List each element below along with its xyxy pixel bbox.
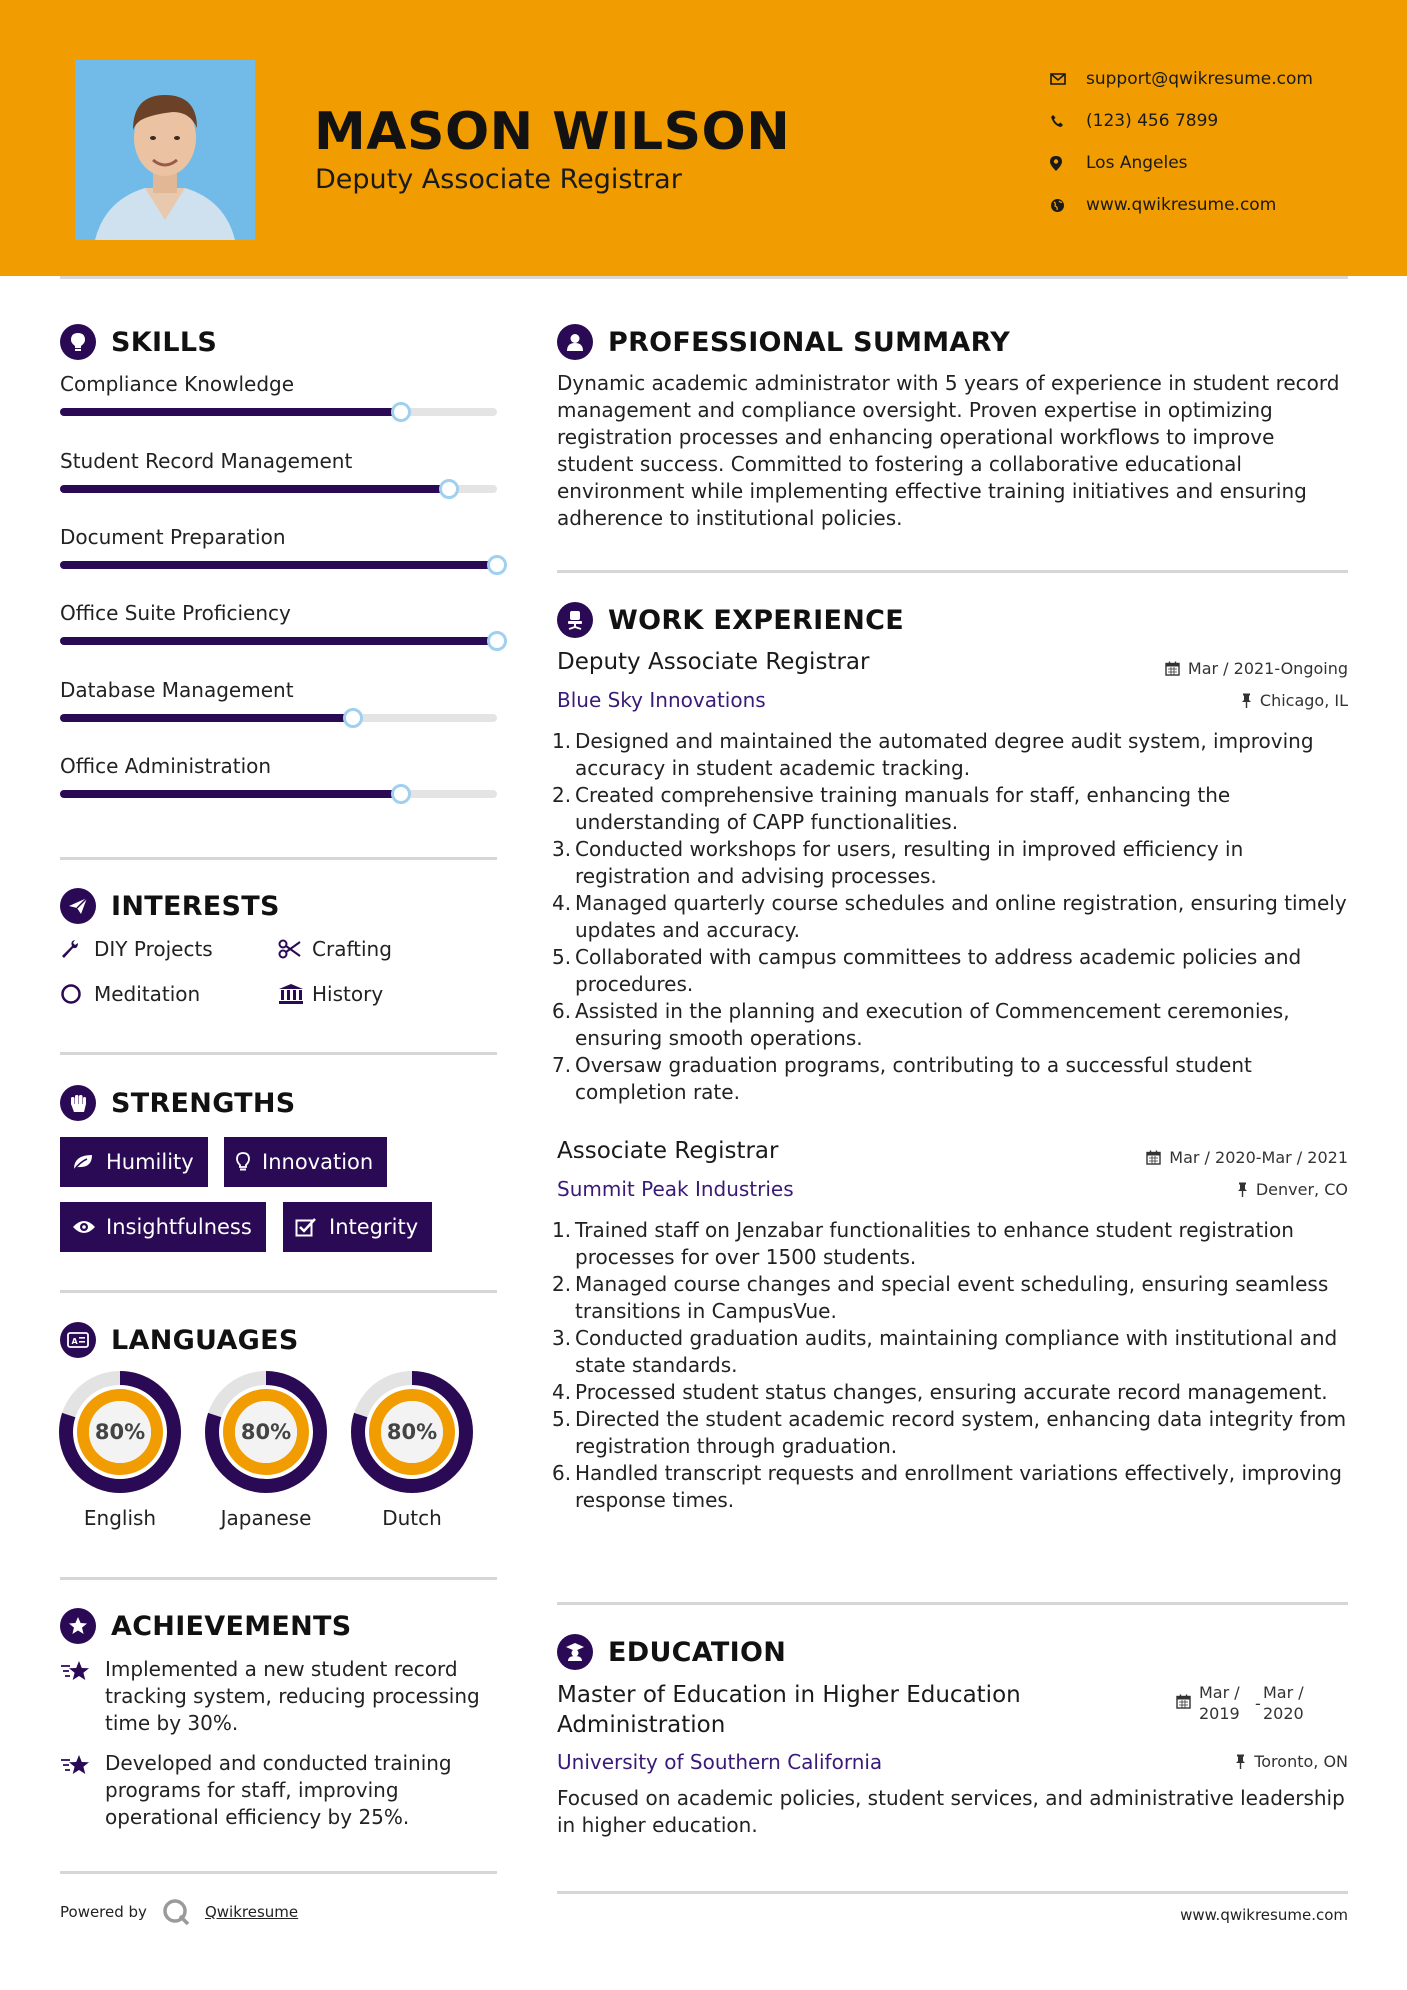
skill-item: Database Management — [60, 678, 497, 702]
education-school: University of Southern California — [557, 1750, 883, 1774]
contact-phone-text: (123) 456 7899 — [1086, 111, 1219, 131]
skill-bar-knob — [343, 708, 363, 728]
education-date-end: Mar / 2020 — [1263, 1683, 1304, 1723]
skill-bar-fill — [60, 485, 449, 493]
skill-bar — [60, 561, 497, 569]
candidate-name: MASON WILSON — [314, 102, 791, 162]
list-item: 6. Handled transcript requests and enrollment variations effectively, improving response times. — [552, 1461, 1342, 1512]
svg-text:A: A — [71, 1337, 78, 1346]
skill-bar-fill — [60, 714, 353, 722]
language-percent: 80% — [386, 1420, 438, 1444]
job-role: Deputy Associate Registrar — [557, 649, 870, 675]
skill-bar-knob — [439, 479, 459, 499]
job-location: Chicago, IL — [1241, 691, 1348, 710]
eye-icon — [72, 1219, 106, 1235]
skill-bar-knob — [487, 555, 507, 575]
job-bullets — [552, 1217, 1348, 1514]
circle-icon — [60, 983, 94, 1005]
language-name: Japanese — [220, 1506, 312, 1530]
experience-heading: WORK EXPERIENCE — [557, 602, 904, 638]
envelope-icon — [1050, 73, 1086, 85]
paper-plane-icon — [60, 888, 96, 924]
contact-location-text: Los Angeles — [1086, 153, 1188, 173]
language-name: English — [83, 1506, 157, 1530]
list-item: 2. Created comprehensive training manuals for staff, enhancing the understanding of CAPP functionalities. — [552, 783, 1231, 834]
language-progress-ring — [350, 1370, 474, 1494]
star-icon — [60, 1750, 105, 1831]
language-item — [204, 1370, 328, 1530]
list-item: 7. Oversaw graduation programs, contributing to a successful student completion rate. — [552, 1053, 1252, 1104]
job-location: Denver, CO — [1237, 1180, 1348, 1199]
list-item: 1. Trained staff on Jenzabar functionalities to enhance student registration processes for over 1500 students. — [552, 1218, 1294, 1269]
pushpin-icon — [1241, 693, 1252, 708]
fist-icon — [60, 1085, 96, 1121]
pushpin-icon — [1235, 1754, 1246, 1769]
section-divider — [60, 1871, 497, 1874]
resume-header — [0, 0, 1407, 276]
graduate-icon — [557, 1634, 593, 1670]
job-company: Blue Sky Innovations — [557, 688, 766, 712]
skill-item: Office Administration — [60, 754, 497, 778]
skill-bar-fill — [60, 790, 401, 798]
skill-bar — [60, 790, 497, 798]
contact-email-text: support@qwikresume.com — [1086, 69, 1313, 89]
languages-heading: A LANGUAGES — [60, 1322, 299, 1358]
achievements-heading: ACHIEVEMENTS — [60, 1608, 352, 1644]
job-date: Mar / 2021-Ongoing — [1165, 659, 1348, 678]
skill-bar-knob — [391, 402, 411, 422]
skill-item: Compliance Knowledge — [60, 372, 497, 396]
job-date: Mar / 2020-Mar / 2021 — [1146, 1148, 1348, 1167]
education-degree: Master of Education in Higher Education Administration — [557, 1682, 1021, 1738]
summary-heading: PROFESSIONAL SUMMARY — [557, 324, 1010, 360]
contact-phone — [1050, 100, 1313, 142]
achievement-item: Implemented a new student record tracking system, reducing processing time by 30%. — [60, 1656, 500, 1737]
skill-bar — [60, 485, 497, 493]
interest-item: History — [278, 982, 383, 1006]
strength-tag: Innovation — [224, 1137, 387, 1187]
section-divider — [60, 1052, 497, 1055]
achievement-item: Developed and conducted training programs for staff, improving operational efficiency by 25%. — [60, 1750, 500, 1831]
language-percent: 80% — [94, 1420, 146, 1444]
language-percent: 80% — [240, 1420, 292, 1444]
education-description: Focused on academic policies, student services, and administrative leadership in higher education. — [557, 1786, 1345, 1837]
education-date — [1176, 1682, 1319, 1724]
list-item: 4. Managed quarterly course schedules and online registration, ensuring timely updates and accuracy. — [552, 891, 1347, 942]
section-divider — [60, 1290, 497, 1293]
section-divider — [60, 1577, 497, 1580]
language-item — [58, 1370, 182, 1530]
list-item: 2. Managed course changes and special event scheduling, ensuring seamless transitions in CampusVue. — [552, 1272, 1329, 1323]
list-item: 5. Collaborated with campus committees to address academic policies and procedures. — [552, 945, 1302, 996]
contact-info — [1050, 58, 1313, 226]
list-item: 1. Designed and maintained the automated degree audit system, improving accuracy in student academic tracking. — [552, 729, 1314, 780]
contact-website-text: www.qwikresume.com — [1086, 195, 1277, 215]
profile-photo — [75, 60, 255, 240]
candidate-title: Deputy Associate Registrar — [315, 164, 682, 195]
skill-bar — [60, 714, 497, 722]
strength-tag: Integrity — [283, 1202, 432, 1252]
strength-tag: Insightfulness — [60, 1202, 266, 1252]
interest-item: Crafting — [278, 937, 392, 961]
summary-text: Dynamic academic administrator with 5 years of experience in student record management and compliance oversight. Proven expertise in optimizing registration processes and enhancing operational workflows to improve student success. Committed to fostering a collaborative educational environment while implementing effective training initiatives and ensuring adherence to institutional policies. — [557, 371, 1340, 530]
contact-website[interactable] — [1050, 184, 1313, 226]
job-company: Summit Peak Industries — [557, 1177, 794, 1201]
footer-brand-link[interactable]: Qwikresume — [204, 1903, 299, 1921]
skill-bar — [60, 408, 497, 416]
language-item — [350, 1370, 474, 1530]
pushpin-icon — [1237, 1182, 1248, 1197]
section-divider — [60, 857, 497, 860]
skill-item: Document Preparation — [60, 525, 497, 549]
map-marker-icon — [1050, 156, 1086, 171]
wrench-icon — [60, 938, 94, 960]
skill-bar-fill — [60, 637, 497, 645]
strength-tag: Humility — [60, 1137, 208, 1187]
leaf-icon — [72, 1153, 106, 1171]
skill-bar — [60, 637, 497, 645]
skill-bar-fill — [60, 561, 497, 569]
header-divider — [60, 276, 1348, 279]
skill-bar-knob — [391, 784, 411, 804]
footer-powered-by: Powered by Qwikresume — [60, 1897, 298, 1927]
language-progress-ring — [204, 1370, 328, 1494]
list-item: 3. Conducted graduation audits, maintaining compliance with institutional and state standards. — [552, 1326, 1338, 1377]
phone-icon — [1050, 114, 1086, 128]
lightbulb-icon — [60, 324, 96, 360]
skill-item: Student Record Management — [60, 449, 497, 473]
list-item: 3. Conducted workshops for users, resulting in improved efficiency in registration and advising processes. — [552, 837, 1244, 888]
list-item: 5. Directed the student academic record system, enhancing data integrity from registration through graduation. — [552, 1407, 1347, 1458]
check-square-icon — [295, 1217, 329, 1237]
section-divider — [557, 1891, 1348, 1894]
education-heading: EDUCATION — [557, 1634, 786, 1670]
education-date-separator: - — [1255, 1694, 1261, 1713]
section-divider — [557, 570, 1348, 573]
education-location: Toronto, ON — [1235, 1752, 1348, 1771]
contact-email[interactable] — [1050, 58, 1313, 100]
calendar-icon — [1165, 661, 1180, 676]
job-entry — [552, 1138, 1348, 1558]
language-name: Dutch — [382, 1506, 442, 1530]
user-icon — [557, 324, 593, 360]
list-item: 6. Assisted in the planning and execution of Commencement ceremonies, ensuring smooth operations. — [552, 999, 1290, 1050]
job-bullets — [552, 728, 1348, 1106]
office-chair-icon — [557, 602, 593, 638]
interest-item: DIY Projects — [60, 937, 213, 961]
language-progress-ring — [58, 1370, 182, 1494]
star-badge-icon — [60, 1608, 96, 1644]
skill-bar-fill — [60, 408, 401, 416]
star-icon — [60, 1656, 105, 1737]
section-divider — [557, 1602, 1348, 1605]
skill-item: Office Suite Proficiency — [60, 601, 497, 625]
skills-heading: SKILLS — [60, 324, 217, 360]
institution-icon — [278, 983, 312, 1005]
list-item: 4. Processed student status changes, ensuring accurate record management. — [552, 1380, 1328, 1404]
skill-bar-knob — [487, 631, 507, 651]
calendar-icon — [1176, 1682, 1191, 1724]
job-role: Associate Registrar — [557, 1138, 779, 1164]
portrait-illustration — [75, 60, 255, 240]
language-icon — [60, 1322, 96, 1358]
education-date-start: Mar / 2019 — [1199, 1683, 1240, 1723]
interest-item: Meditation — [60, 982, 200, 1006]
strengths-heading: STRENGTHS — [60, 1085, 296, 1121]
footer-website-link[interactable]: www.qwikresume.com — [1180, 1906, 1348, 1924]
qwikresume-logo-icon — [161, 1897, 191, 1927]
globe-icon — [1050, 198, 1086, 213]
job-entry — [552, 649, 1348, 1109]
scissors-icon — [278, 939, 312, 959]
calendar-icon — [1146, 1150, 1161, 1165]
contact-location — [1050, 142, 1313, 184]
interests-heading: INTERESTS — [60, 888, 280, 924]
lightbulb-icon — [236, 1152, 262, 1172]
